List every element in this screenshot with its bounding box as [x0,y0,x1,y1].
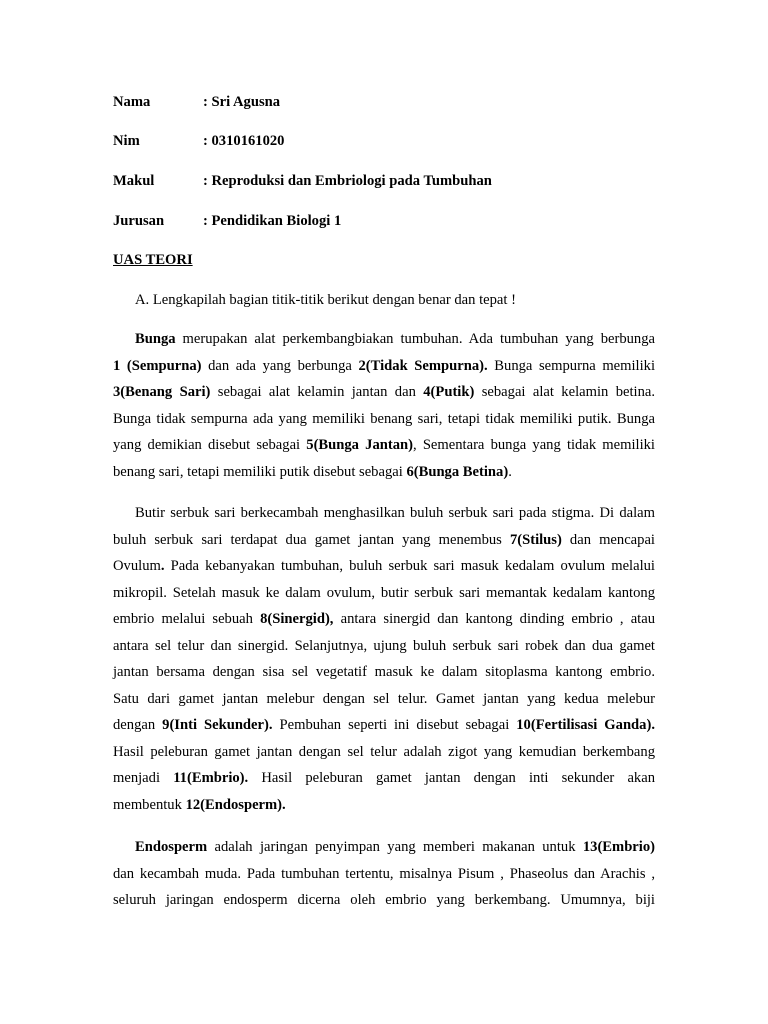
section-title: UAS TEORI [113,252,193,268]
body-text: Pembuhan seperti ini disebut sebagai [272,717,517,733]
paragraph-line [113,379,655,406]
body-text: benang sari, tetapi memiliki putik disebut sebagai [113,463,407,480]
bold-answer-text: 5(Bunga Jantan) [306,437,413,453]
bold-answer-text: Endosperm [135,839,208,855]
body-text: dan kecambah muda. Pada tumbuhan tertentu, misalnya Pisum , Phaseolus dan Arachis , [113,865,655,882]
nama-value: : Sri Agusna [203,94,281,110]
makul-value: : Reproduksi dan Embriologi pada Tumbuhan [203,173,492,189]
bold-answer-text: 8(Sinergid), [260,611,334,627]
paragraph-line [113,739,655,766]
bold-answer-text: 1 (Sempurna) [113,357,202,374]
nama-label: Nama [113,94,151,110]
bold-answer-text: 3(Benang Sari) [113,384,211,400]
body-text: menjadi [113,770,174,786]
body-text: buluh serbuk sari terdapat dua gamet jantan yang menembus [113,531,510,548]
body-text: sebagai alat kelamin jantan dan [210,384,424,400]
bold-answer-text: 9(Inti Sekunder). [162,717,273,733]
body-text: Pada kebanyakan tumbuhan, buluh serbuk sari masuk kedalam ovulum melalui [164,558,655,574]
paragraph-line [113,353,655,380]
paragraph-serbuk-sari [113,500,655,818]
paragraph-line [113,792,655,819]
bold-answer-text: 10(Fertilisasi Ganda). [516,717,655,733]
body-text: Hasil peleburan gamet jantan dengan sel telur adalah zigot yang kemudian berkembang [113,743,655,760]
jurusan-label: Jurusan [113,213,165,229]
body-text: yang demikian disebut sebagai [113,437,307,453]
paragraph-line [113,633,655,660]
bold-answer-text: 6(Bunga Betina) [406,463,509,480]
paragraph-line [113,500,655,527]
paragraph-line [113,580,655,607]
body-text: sebagai alat kelamin betina. [474,384,655,400]
body-text: mikropil. Setelah masuk ke dalam ovulum, butir serbuk sari memantak kedalam kantong [113,584,655,601]
jurusan-value: : Pendidikan Biologi 1 [203,213,342,229]
paragraph-line [113,553,655,580]
paragraph-line [113,406,655,433]
body-text: embrio melalui sebuah [113,611,261,627]
paragraph-line [113,861,655,888]
paragraph-line [113,712,655,739]
body-text: jantan bersama dengan sisa sel vegetatif masuk ke dalam sitoplasma kantong embrio. [113,664,655,680]
paragraph-line [113,686,655,713]
body-text: dengan [113,717,163,733]
body-text: , Sementara bunga yang tidak memiliki [413,437,655,453]
body-text: Bunga tidak sempurna ada yang memiliki benang sari, tetapi tidak memiliki putik. Bunga [113,410,655,427]
paragraph-line [113,606,655,633]
paragraph-bunga [113,326,655,485]
nim-value: : 0310161020 [203,133,285,149]
body-text: adalah jaringan penyimpan yang memberi makanan untuk [207,839,583,855]
body-text: dan ada yang berbunga [201,357,359,374]
paragraph-line [113,659,655,686]
body-text: antara sinergid dan kantong dinding embrio , atau [333,611,655,627]
paragraph-line [113,527,655,554]
body-text: dan mencapai [561,531,655,548]
bold-answer-text: 11(Embrio). [173,770,249,786]
body-text: Butir serbuk sari berkecambah menghasilkan buluh serbuk sari pada stigma. Di dalam [135,505,655,521]
bold-answer-text: 4(Putik) [423,384,475,400]
paragraph-line [113,432,655,459]
bold-answer-text: Bunga [135,331,176,347]
paragraph-line [113,834,655,861]
body-text: merupakan alat perkembangbiakan tumbuhan. Ada tumbuhan yang berbunga [175,331,655,347]
nim-label: Nim [113,133,140,149]
paragraph-endosperm [113,834,655,914]
body-text: membentuk [113,796,186,813]
bold-answer-text: 13(Embrio) [582,839,655,855]
body-text: Satu dari gamet jantan melebur dengan sel telur. Gamet jantan yang kedua melebur [113,690,655,707]
body-text: Bunga sempurna memiliki [487,357,656,374]
bold-answer-text: 2(Tidak Sempurna). [358,357,488,374]
paragraph-line [113,459,655,486]
bold-answer-text: 7(Stilus) [509,531,562,548]
body-text: seluruh jaringan endosperm dicerna oleh embrio yang berkembang. Umumnya, biji [113,892,655,908]
bold-answer-text: 12(Endosperm). [185,796,286,813]
body-text: Ovulum [113,558,161,574]
bold-answer-text: . [160,558,165,574]
instruction-text: A. Lengkapilah bagian titik-titik berikut dengan benar dan tepat ! [135,292,516,308]
body-text: Hasil peleburan gamet jantan dengan inti sekunder akan [248,770,655,786]
paragraph-line [113,887,655,914]
paragraph-line [113,765,655,792]
paragraph-line [113,326,655,353]
body-text: . [508,463,512,480]
makul-label: Makul [113,173,155,189]
body-text: antara sel telur dan sinergid. Selanjutnya, ujung buluh serbuk sari robek dan dua gamet [113,637,655,654]
